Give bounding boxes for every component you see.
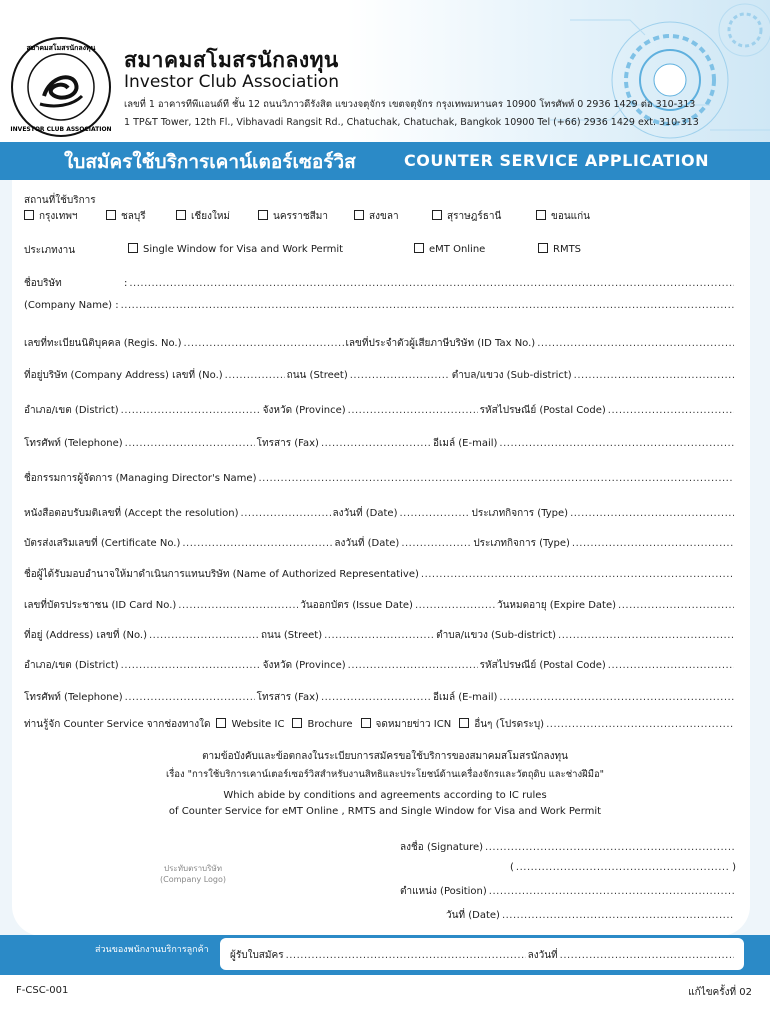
company-province-field[interactable]	[348, 405, 478, 416]
company-contact-row: โทรศัพท์ (Telephone) ..... โทรสาร (Fax) ..... อีเมล์ (E-mail) .....	[24, 436, 736, 451]
position-row: ตำแหน่ง (Position) .....	[400, 884, 736, 899]
svg-text:INVESTOR CLUB ASSOCIATION: INVESTOR CLUB ASSOCIATION	[10, 126, 112, 133]
staff-section-label: ส่วนของพนักงานบริการลูกค้า	[95, 945, 209, 955]
form-card	[12, 180, 750, 936]
regis-no-field[interactable]	[184, 338, 344, 349]
md-name-row: ชื่อกรรมการผู้จัดการ (Managing Director's Name) .....	[24, 471, 736, 486]
receiver-field[interactable]	[286, 950, 526, 961]
option-suratthani[interactable]: สุราษฎร์ธานี	[432, 209, 501, 224]
rep-postal-field[interactable]	[608, 660, 734, 671]
company-email-field[interactable]	[499, 438, 734, 449]
agreement-th-line1: ตามข้อบังคับและข้อตกลงในระเบียบการสมัครขอใช้บริการของสมาคมสโมสรนักลงทุน	[202, 751, 568, 762]
authorized-rep-field[interactable]	[421, 569, 734, 580]
option-nakhonratchasima[interactable]: นครราชสีมา	[258, 209, 328, 224]
resolution-date-field[interactable]	[399, 508, 469, 519]
rep-province-field[interactable]	[348, 660, 478, 671]
company-address-no-field[interactable]	[225, 370, 285, 381]
checkbox[interactable]	[361, 718, 371, 728]
service-location-label: สถานที่ใช้บริการ	[24, 195, 96, 206]
option-single-window[interactable]: Single Window for Visa and Work Permit	[128, 243, 343, 255]
checkbox[interactable]	[414, 243, 424, 253]
resolution-type-field[interactable]	[570, 508, 734, 519]
rep-fax-field[interactable]	[321, 692, 431, 703]
option-songkhla[interactable]: สงขลา	[354, 209, 399, 224]
checkbox[interactable]	[538, 243, 548, 253]
certificate-no-field[interactable]	[182, 538, 332, 549]
ica-logo	[10, 36, 112, 138]
rep-district-field[interactable]	[121, 660, 261, 671]
source-other-field[interactable]	[546, 719, 734, 730]
checkbox[interactable]	[459, 718, 469, 728]
company-subdistrict-field[interactable]	[574, 370, 734, 381]
option-chiangmai[interactable]: เชียงใหม่	[176, 209, 230, 224]
form-code: F-CSC-001	[16, 985, 69, 996]
company-street-field[interactable]	[350, 370, 450, 381]
source-brochure[interactable]: Brochure	[292, 718, 352, 730]
org-name-thai: สมาคมสโมสรนักลงทุน	[124, 48, 339, 72]
md-name-field[interactable]	[258, 473, 734, 484]
rep-email-field[interactable]	[499, 692, 734, 703]
signature-name-field[interactable]	[516, 862, 730, 873]
position-field[interactable]	[489, 886, 734, 897]
revision-number: แก้ไขครั้งที่ 02	[688, 987, 752, 998]
sign-date-row: วันที่ (Date) .....	[446, 908, 736, 923]
form-title-thai: ใบสมัครใช้บริการเคาน์เตอร์เซอร์วิส	[64, 151, 356, 173]
signature-field[interactable]	[485, 842, 734, 853]
company-name-th-field[interactable]	[129, 278, 734, 289]
rep-street-field[interactable]	[324, 630, 434, 641]
org-name-english: Investor Club Association	[124, 72, 339, 92]
checkbox[interactable]	[258, 210, 268, 220]
letterhead	[0, 0, 770, 142]
expire-date-field[interactable]	[618, 600, 734, 611]
agreement-th-line2: เรื่อง "การใช้บริการเคาน์เตอร์เซอร์วิสสำหรับงานสิทธิและประโยชน์ด้านเครื่องจักรและวัตถุดิบ และช่างฝีมือ"	[165, 769, 605, 780]
form-title-english: COUNTER SERVICE APPLICATION	[404, 151, 710, 170]
agreement-en-line2: of Counter Service for eMT Online , RMTS and Single Window for Visa and Work Permit	[168, 806, 602, 817]
company-name-th-row: ชื่อบริษัท : .....	[24, 276, 736, 291]
svg-text:สมาคมสโมสรนักลงทุน: สมาคมสโมสรนักลงทุน	[26, 44, 96, 52]
company-name-en-field[interactable]	[121, 300, 734, 311]
rep-address-no-field[interactable]	[149, 630, 259, 641]
company-postal-field[interactable]	[608, 405, 734, 416]
address-thai: เลขที่ 1 อาคารทีพีแอนด์ที ชั้น 12 ถนนวิภาวดีรังสิต แขวงจตุจักร เขตจตุจักร กรุงเทพมหานคร 10900 โทรศัพท์ 0 2936 1429 ต่อ 310-313	[124, 99, 696, 110]
checkbox[interactable]	[106, 210, 116, 220]
id-card-field[interactable]	[178, 600, 298, 611]
authorized-rep-row: ชื่อผู้ได้รับมอบอำนาจให้มาดำเนินการแทนบริษัท (Name of Authorized Representative) .....	[24, 567, 736, 582]
address-english: 1 TP&T Tower, 12th Fl., Vibhavadi Rangsit Rd., Chatuchak, Chatuchak, Bangkok 10900 Tel (+66) 2936 1429 ext. 310-313	[124, 117, 699, 128]
agreement-en-line1: Which abide by conditions and agreements according to IC rules	[223, 790, 547, 801]
signature-row: ลงชื่อ (Signature) .....	[400, 840, 736, 855]
option-emt-online[interactable]: eMT Online	[414, 243, 485, 255]
rep-address-row: ที่อยู่ (Address) เลขที่ (No.) ..... ถนน (Street) ..... ตำบล/แขวง (Sub-district) .....	[24, 628, 736, 643]
option-rmts[interactable]: RMTS	[538, 243, 581, 255]
checkbox[interactable]	[24, 210, 34, 220]
checkbox[interactable]	[216, 718, 226, 728]
id-card-row: เลขที่บัตรประชาชน (ID Card No.) ..... วันออกบัตร (Issue Date) ..... วันหมดอายุ (Expire Date) .....	[24, 598, 736, 613]
company-district-field[interactable]	[121, 405, 261, 416]
company-name-en-row: (Company Name) : .....	[24, 300, 736, 311]
company-telephone-field[interactable]	[125, 438, 255, 449]
certificate-date-field[interactable]	[401, 538, 471, 549]
resolution-row: หนังสือตอบรับมติเลขที่ (Accept the resolution) ..... ลงวันที่ (Date) ..... ประเภทกิจการ (Type) .....	[24, 506, 736, 521]
source-other[interactable]: อื่นๆ (โปรดระบุ)	[459, 717, 544, 732]
rep-subdistrict-field[interactable]	[558, 630, 734, 641]
company-district-row: อำเภอ/เขต (District) ..... จังหวัด (Province) ..... รหัสไปรษณีย์ (Postal Code) .....	[24, 403, 736, 418]
checkbox[interactable]	[354, 210, 364, 220]
option-chonburi[interactable]: ชลบุรี	[106, 209, 146, 224]
source-newsletter[interactable]: จดหมายข่าว ICN	[361, 717, 452, 732]
source-row: ท่านรู้จัก Counter Service จากช่องทางใด Website IC Brochure จดหมายข่าว ICN อื่นๆ (โปรดระบุ) .....	[24, 717, 736, 732]
checkbox[interactable]	[292, 718, 302, 728]
tax-no-field[interactable]	[537, 338, 734, 349]
certificate-type-field[interactable]	[572, 538, 734, 549]
rep-telephone-field[interactable]	[125, 692, 255, 703]
resolution-no-field[interactable]	[241, 508, 331, 519]
sign-date-field[interactable]	[502, 910, 734, 921]
issue-date-field[interactable]	[415, 600, 495, 611]
option-khonkaen[interactable]: ขอนแก่น	[536, 209, 590, 224]
company-address-row: ที่อยู่บริษัท (Company Address) เลขที่ (No.) ..... ถนน (Street) ..... ตำบล/แขวง (Sub-district) .....	[24, 368, 736, 383]
company-logo-placeholder: ประทับตราบริษัท (Company Logo)	[160, 864, 227, 884]
registration-row: เลขที่ทะเบียนนิติบุคคล (Regis. No.) ..... เลขที่ประจำตัวผู้เสียภาษีบริษัท (ID Tax No.) .....	[24, 336, 736, 351]
certificate-row: บัตรส่งเสริมเลขที่ (Certificate No.) ..... ลงวันที่ (Date) ..... ประเภทกิจการ (Type) .....	[24, 536, 736, 551]
source-website[interactable]: Website IC	[216, 718, 284, 730]
work-type-label: ประเภทงาน	[24, 245, 76, 256]
company-fax-field[interactable]	[321, 438, 431, 449]
receive-date-field[interactable]	[560, 950, 734, 961]
rep-contact-row: โทรศัพท์ (Telephone) ..... โทรสาร (Fax) ..... อีเมล์ (E-mail) .....	[24, 690, 736, 705]
checkbox[interactable]	[536, 210, 546, 220]
option-bangkok[interactable]: กรุงเทพฯ	[24, 209, 78, 224]
checkbox[interactable]	[176, 210, 186, 220]
staff-receiver-row: ผู้รับใบสมัคร ..... ลงวันที่ .....	[230, 948, 736, 963]
checkbox[interactable]	[128, 243, 138, 253]
signature-name-row: ( ..... )	[510, 862, 736, 873]
rep-district-row: อำเภอ/เขต (District) ..... จังหวัด (Province) ..... รหัสไปรษณีย์ (Postal Code) .....	[24, 658, 736, 673]
checkbox[interactable]	[432, 210, 442, 220]
